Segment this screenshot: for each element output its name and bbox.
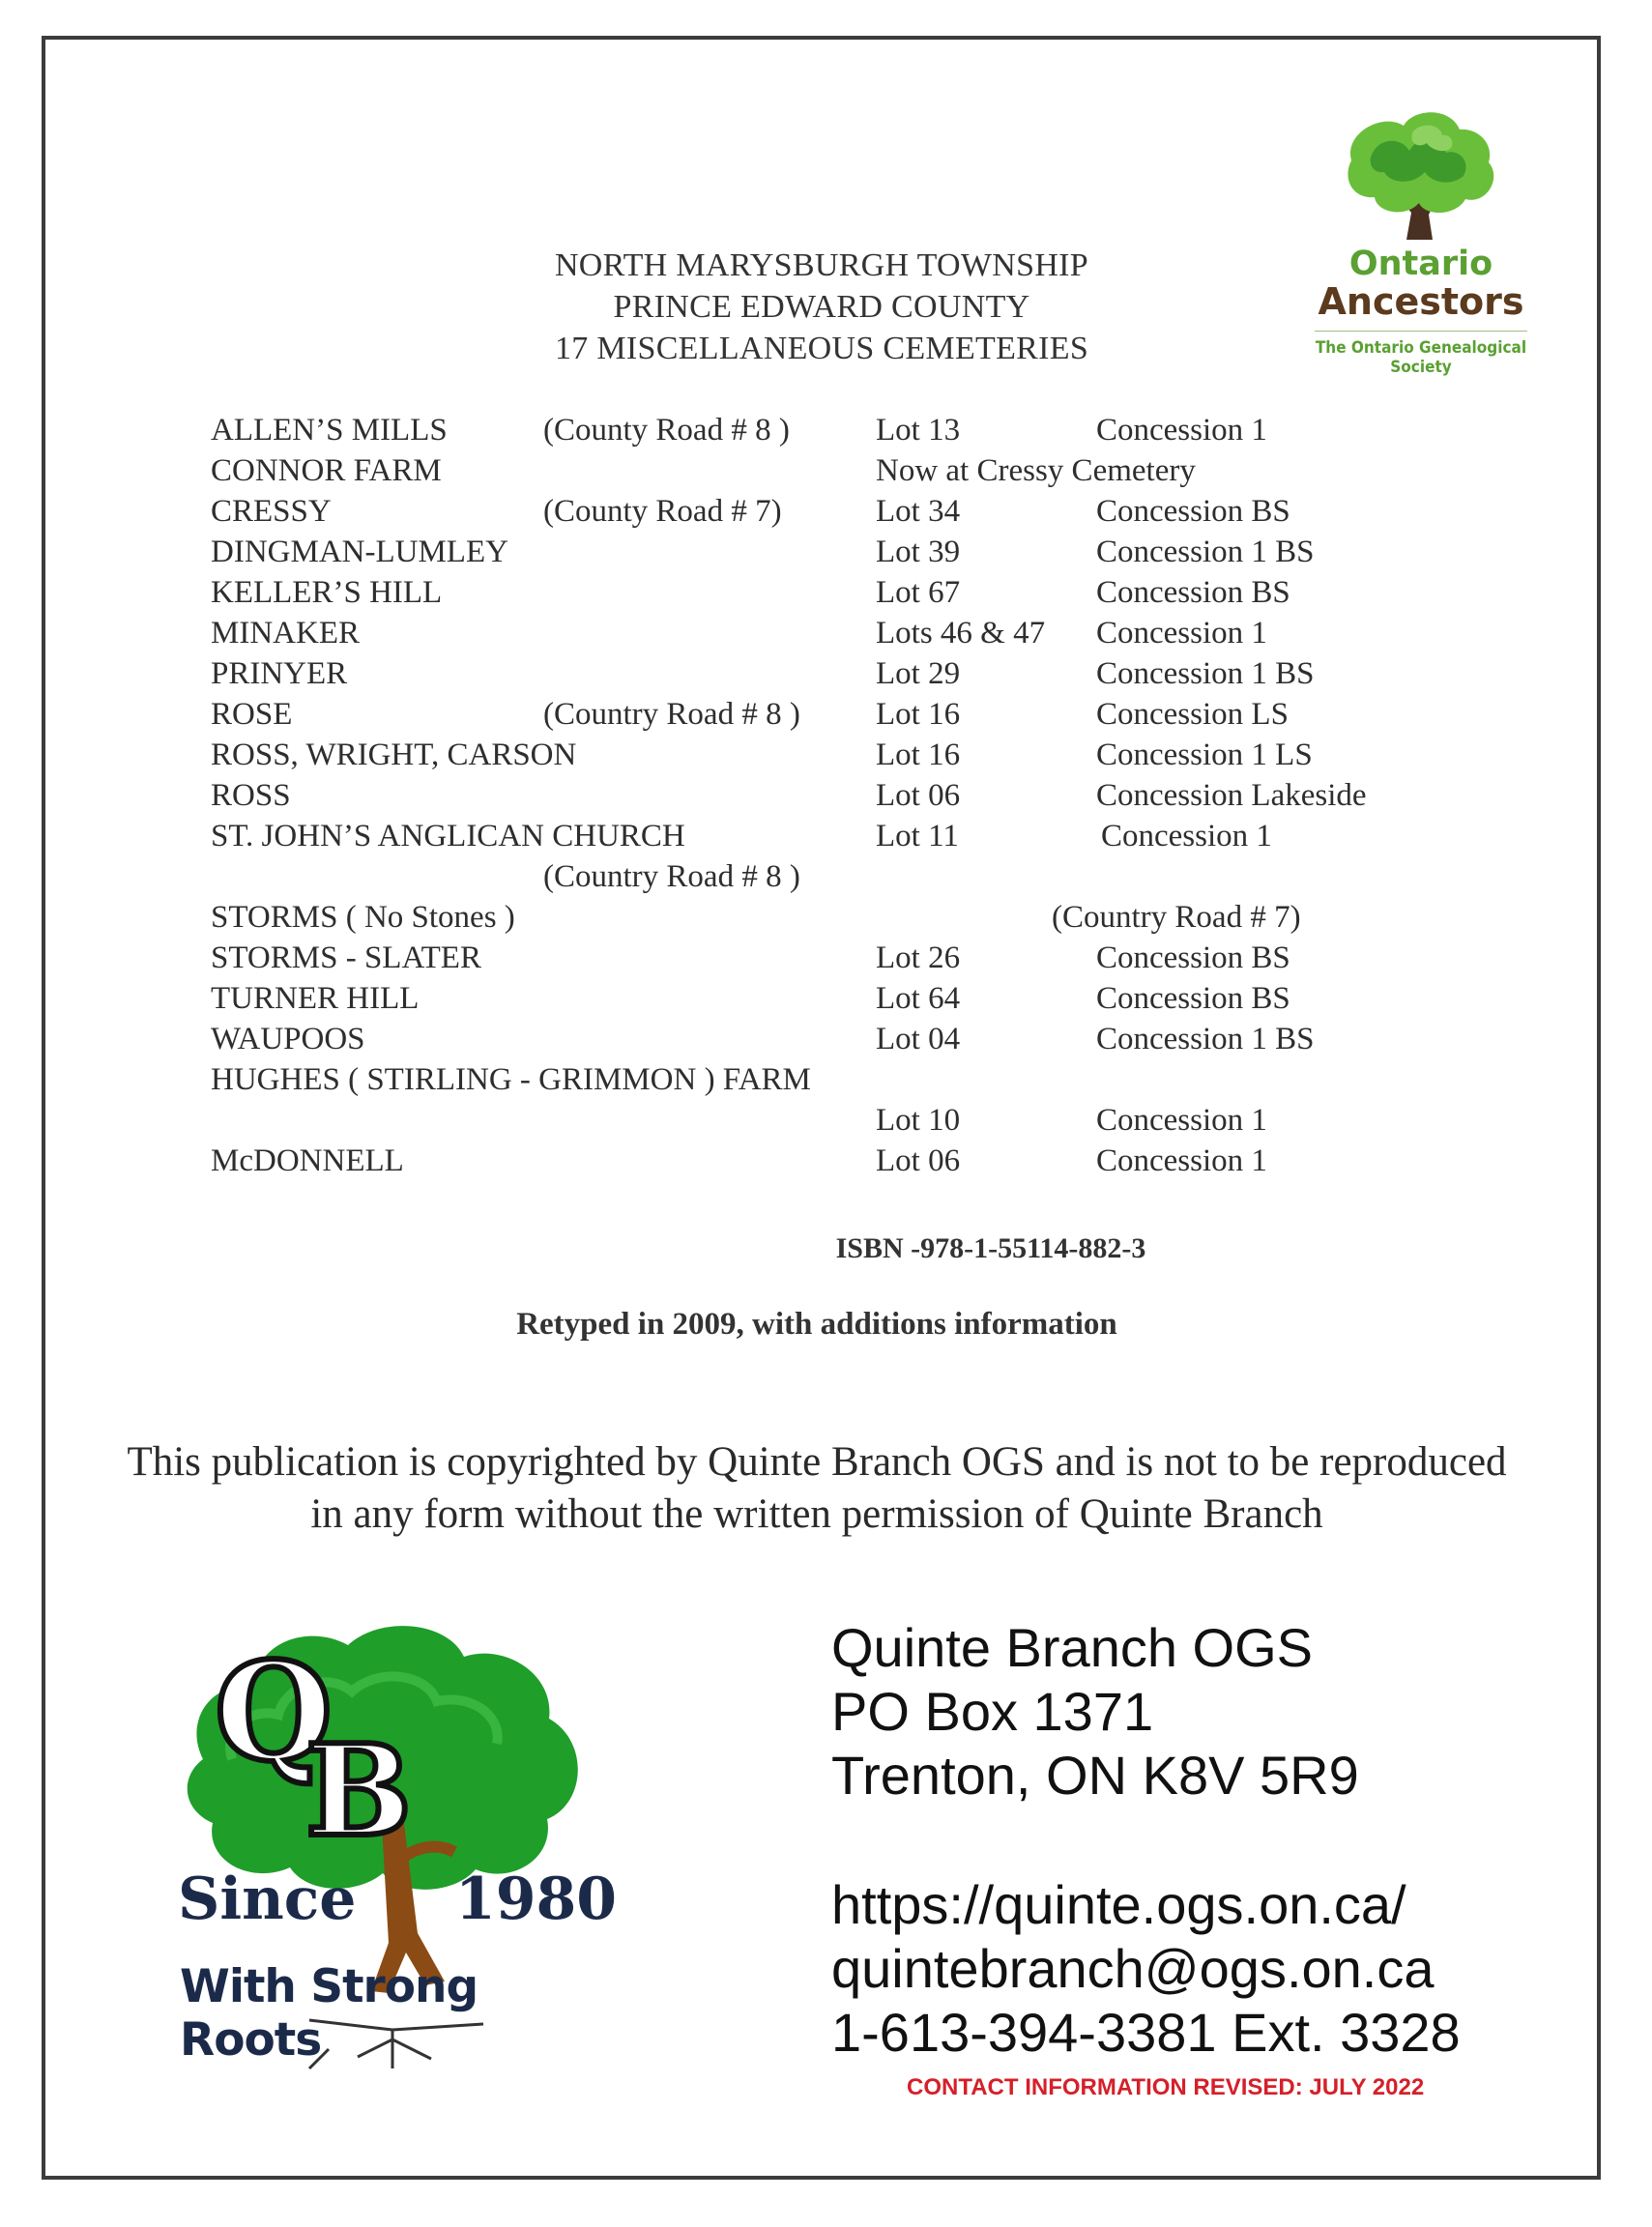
retyped-note: Retyped in 2009, with additions information: [516, 1307, 1117, 1342]
qb-letter-b: B: [305, 1717, 412, 1865]
ogs-subtitle: The Ontario Genealogical Society: [1315, 338, 1527, 377]
cemetery-lot: Lot 06: [876, 778, 961, 813]
contact-website-link[interactable]: https://quinte.ogs.on.ca/: [831, 1874, 1406, 1935]
cemetery-concession: Concession 1: [1101, 819, 1272, 853]
copyright-line-1: This publication is copyrighted by Quinte Branch OGS and is not to be reproduced: [127, 1439, 1507, 1485]
ontario-word: Ontario: [1348, 245, 1493, 283]
isbn-number: ISBN -978-1-55114-882-3: [835, 1232, 1146, 1264]
cemetery-row: [0, 697, 1652, 738]
cemetery-concession: Concession BS: [1096, 981, 1290, 1016]
cemetery-concession: Concession 1: [1096, 616, 1267, 651]
cemetery-row: [0, 1143, 1652, 1184]
cemetery-concession: Concession LS: [1096, 697, 1289, 732]
cemetery-name: CRESSY: [211, 494, 332, 529]
cemetery-lot: Lot 04: [876, 1022, 961, 1056]
cemetery-row: [0, 1062, 1652, 1103]
cemetery-lot: Lot 10: [876, 1103, 961, 1138]
cemetery-concession: Concession 1 BS: [1096, 656, 1315, 691]
cemetery-row: [0, 1022, 1652, 1062]
contact-city: Trenton, ON K8V 5R9: [831, 1745, 1359, 1806]
qb-year: 1980: [455, 1865, 617, 1933]
cemetery-concession: Concession 1 BS: [1096, 1022, 1315, 1056]
cemetery-name: WAUPOOS: [211, 1022, 365, 1056]
cemetery-road: (Country Road # 8 ): [543, 697, 800, 732]
cemetery-name: STORMS ( No Stones ): [211, 900, 515, 935]
cemetery-name: ROSE: [211, 697, 293, 732]
cemetery-row: [0, 859, 1652, 900]
cemetery-name: KELLER’S HILL: [211, 575, 443, 610]
cemetery-row: [0, 1103, 1652, 1143]
cemetery-lot: Lot 16: [876, 738, 961, 772]
cemetery-row: [0, 778, 1652, 819]
cemetery-name: TURNER HILL: [211, 981, 420, 1016]
qb-tagline: With Strong Roots: [180, 1960, 478, 2067]
cemetery-name: STORMS - SLATER: [211, 940, 481, 975]
cemetery-row: [0, 535, 1652, 575]
ontario-ancestors-logo: [1305, 104, 1537, 375]
cemetery-lot: Lot 64: [876, 981, 961, 1016]
cemetery-concession: Concession BS: [1096, 494, 1290, 529]
cemetery-concession: Concession 1: [1096, 413, 1267, 448]
contact-phone: 1-613-394-3381 Ext. 3328: [831, 2002, 1461, 2063]
cemetery-row: [0, 575, 1652, 616]
cemetery-lot: Lot 26: [876, 940, 961, 975]
cemetery-concession: Concession 1 BS: [1096, 535, 1315, 569]
cemetery-concession: Concession BS: [1096, 575, 1290, 610]
cemetery-lot: Lot 29: [876, 656, 961, 691]
ontario-tree-icon: [1305, 104, 1537, 249]
cemetery-lot: Lot 11: [876, 819, 959, 853]
cemetery-road: (Country Road # 8 ): [543, 859, 800, 894]
contact-org: Quinte Branch OGS: [831, 1617, 1314, 1678]
cemetery-name: DINGMAN-LUMLEY: [211, 535, 508, 569]
cemetery-row: [0, 819, 1652, 859]
cemetery-lot: Lot 13: [876, 413, 961, 448]
cemetery-lot: Lot 39: [876, 535, 961, 569]
cemetery-row: [0, 494, 1652, 535]
cemetery-concession: Concession 1: [1096, 1103, 1267, 1138]
cemetery-name: ROSS: [211, 778, 291, 813]
cemetery-row: [0, 616, 1652, 656]
contact-revised-note: CONTACT INFORMATION REVISED: JULY 2022: [907, 2074, 1425, 2100]
cemetery-lot: Lot 67: [876, 575, 961, 610]
cemetery-lot: Lot 34: [876, 494, 961, 529]
cemetery-lot: Lots 46 & 47: [876, 616, 1046, 651]
cemetery-name: ROSS, WRIGHT, CARSON: [211, 738, 577, 772]
cemetery-concession: (Country Road # 7): [1052, 900, 1301, 935]
ancestors-word: Ancestors: [1318, 280, 1524, 323]
cemetery-concession: Concession 1 LS: [1096, 738, 1313, 772]
qb-since-line: [178, 1865, 623, 1933]
cemetery-row: [0, 981, 1652, 1022]
cemetery-concession: Concession 1: [1096, 1143, 1267, 1178]
cemetery-road: (County Road # 7): [543, 494, 782, 529]
cemetery-concession: Concession BS: [1096, 940, 1290, 975]
cemetery-row: [0, 413, 1652, 453]
title-cemeteries: 17 MISCELLANEOUS CEMETERIES: [554, 331, 1089, 366]
title-county: PRINCE EDWARD COUNTY: [613, 289, 1030, 325]
cemetery-name: ALLEN’S MILLS: [211, 413, 448, 448]
cemetery-row: [0, 940, 1652, 981]
contact-email-link[interactable]: quintebranch@ogs.on.ca: [831, 1938, 1435, 1999]
title-township: NORTH MARYSBURGH TOWNSHIP: [554, 247, 1089, 283]
cemetery-lot: Now at Cressy Cemetery: [876, 453, 1196, 488]
copyright-line-2: in any form without the written permission of Quinte Branch: [310, 1491, 1323, 1537]
cemetery-name: PRINYER: [211, 656, 348, 691]
cemetery-name: ST. JOHN’S ANGLICAN CHURCH: [211, 819, 685, 853]
cemetery-row: [0, 738, 1652, 778]
contact-pobox: PO Box 1371: [831, 1681, 1154, 1742]
cemetery-lot: Lot 06: [876, 1143, 961, 1178]
cemetery-row: [0, 900, 1652, 940]
cemetery-road: (County Road # 8 ): [543, 413, 790, 448]
logo-divider: [1315, 331, 1527, 332]
cemetery-name: MINAKER: [211, 616, 360, 651]
cemetery-lot: Lot 16: [876, 697, 961, 732]
cemetery-name: CONNOR FARM: [211, 453, 442, 488]
cemetery-concession: Concession Lakeside: [1096, 778, 1367, 813]
cemetery-name: HUGHES ( STIRLING - GRIMMON ) FARM: [211, 1062, 811, 1097]
cemetery-row: [0, 453, 1652, 494]
qb-letter-q: Q: [215, 1634, 333, 1792]
cemetery-row: [0, 656, 1652, 697]
qb-since-word: Since: [178, 1865, 357, 1933]
quinte-branch-logo: [164, 1614, 628, 2078]
cemetery-name: McDONNELL: [211, 1143, 404, 1178]
